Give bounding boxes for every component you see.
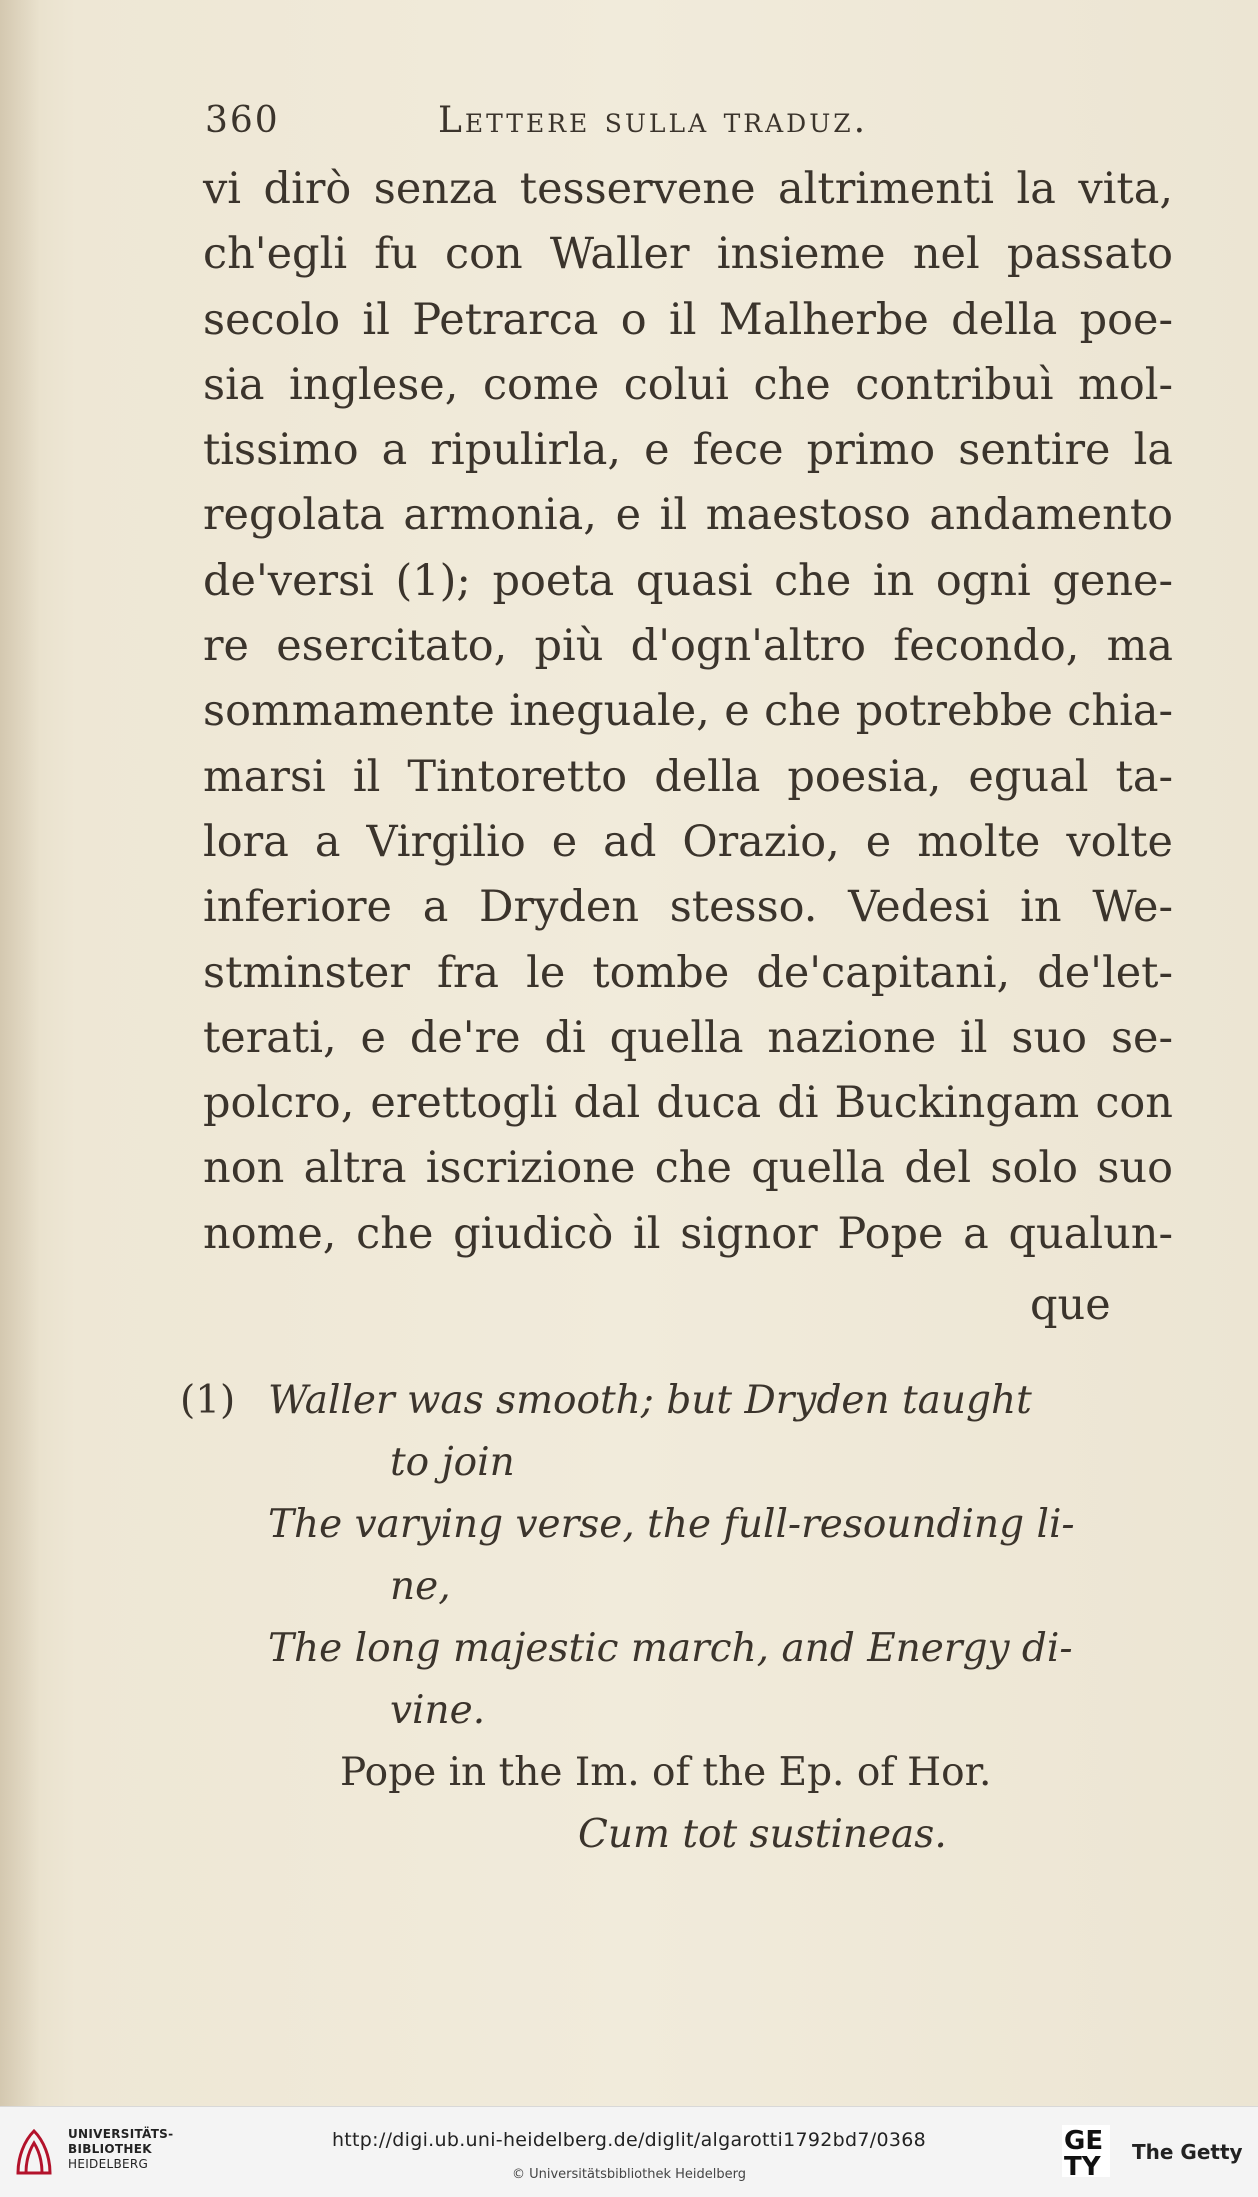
text-line: marsi il Tintoretto della poesia, egual ta- <box>203 751 1173 802</box>
text-line: polcro, erettogli dal duca di Buckingam con <box>203 1078 1173 1129</box>
page-header <box>205 100 1165 152</box>
page-gutter-shadow <box>0 0 40 2106</box>
getty-logo-icon <box>1062 2125 1110 2177</box>
footnote-line <box>180 1370 1180 1432</box>
text-line: stminster fra le tombe de'capitani, de'let- <box>203 947 1173 998</box>
text-line: re esercitato, più d'ogn'altro fecondo, ma <box>203 621 1173 672</box>
svg-text:GE: GE <box>1064 2126 1104 2156</box>
text-line: sommamente ineguale, e che potrebbe chia- <box>203 686 1173 737</box>
footnote-verse: vine. <box>390 1688 486 1733</box>
footnote-verse: to join <box>390 1440 515 1485</box>
text-line: terati, e de're di quella nazione il suo se- <box>203 1012 1173 1063</box>
text-line: de'versi (1); poeta quasi che in ogni gene- <box>203 555 1173 606</box>
main-text <box>203 157 1173 1267</box>
footnote-verse: The long majestic march, and Energy di- <box>268 1626 1073 1671</box>
text-line: nome, che giudicò il signor Pope a qualun- <box>203 1208 1173 1259</box>
running-head: Lettere sulla traduz. <box>438 100 869 141</box>
copyright-notice: © Universitätsbibliothek Heidelberg <box>511 2167 746 2182</box>
footnote-line <box>180 1556 1180 1618</box>
partner-name: The Getty <box>1132 2140 1243 2164</box>
institution-line: UNIVERSITÄTS- <box>68 2127 174 2141</box>
footnote-verse: ne, <box>390 1564 451 1609</box>
svg-text:TY: TY <box>1064 2152 1101 2177</box>
text-line: regolata armonia, e il maestoso andamento <box>203 490 1173 541</box>
text-line: secolo il Petrarca o il Malherbe della poe- <box>203 294 1173 345</box>
footnote-line <box>180 1432 1180 1494</box>
text-line: sia inglese, come colui che contribuì mol- <box>203 359 1173 410</box>
footnote-line <box>180 1618 1180 1680</box>
footnote-verse: Waller was smooth; but Dryden taught <box>268 1378 1032 1423</box>
text-line: inferiore a Dryden stesso. Vedesi in We- <box>203 882 1173 933</box>
page-number: 360 <box>205 100 280 141</box>
text-line: tissimo a ripulirla, e fece primo sentire la <box>203 425 1173 476</box>
footnote-source: Cum tot sustineas. <box>578 1812 947 1857</box>
institution-line: BIBLIOTHEK <box>68 2142 152 2156</box>
footnote <box>180 1370 1180 1866</box>
footnote-line <box>180 1494 1180 1556</box>
footnote-verse: The varying verse, the full-resounding li- <box>268 1502 1075 1547</box>
viewer-footer <box>0 2106 1258 2197</box>
institution-line: HEIDELBERG <box>68 2157 149 2171</box>
text-line: vi dirò senza tesservene altrimenti la vita, <box>203 164 1173 214</box>
text-line: non altra iscrizione che quella del solo suo <box>203 1143 1173 1194</box>
catchword: que <box>1030 1280 1111 1330</box>
text-line: ch'egli fu con Waller insieme nel passato <box>203 229 1173 280</box>
permalink-url[interactable]: http://digi.ub.uni-heidelberg.de/diglit/algarotti1792bd7/0368 <box>331 2129 927 2151</box>
text-line: lora a Virgilio e ad Orazio, e molte volte <box>203 816 1173 867</box>
footnote-line <box>180 1680 1180 1742</box>
footnote-marker: (1) <box>180 1378 236 1423</box>
footnote-attribution: Pope in the Im. of the Ep. of Hor. <box>340 1750 992 1795</box>
